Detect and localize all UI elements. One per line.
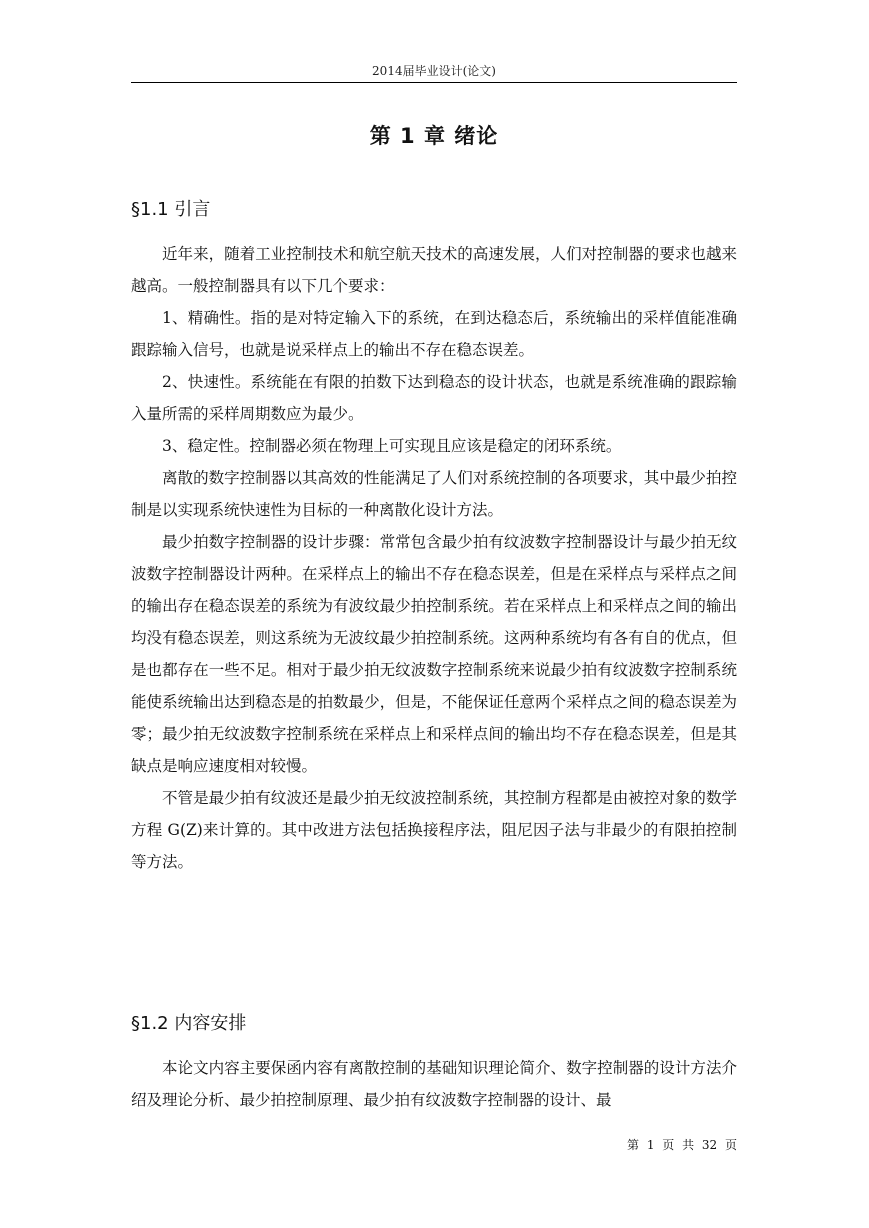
paragraph: 不管是最少拍有纹波还是最少拍无纹波控制系统，其控制方程都是由被控对象的数学方程 G(Z)来计算的。其中改进方法包括换接程序法，阻尼因子法与非最少的有限拍控制等方法。 [131,789,737,871]
header-rule [131,82,737,83]
paragraph: 1、精确性。指的是对特定输入下的系统，在到达稳态后，系统输出的采样值能准确跟踪输入信号，也就是说采样点上的输出不存在稳态误差。 [131,309,737,359]
page-number-footer: 第 1 页 共 32 页 [627,1138,737,1152]
paragraph: 本论文内容主要保函内容有离散控制的基础知识理论简介、数字控制器的设计方法介绍及理论分析、最少拍控制原理、最少拍有纹波数字控制器的设计、最 [131,1059,737,1109]
section-heading-1-1: §1.1 引言 [131,199,211,220]
paragraph: 2、快速性。系统能在有限的拍数下达到稳态的设计状态，也就是系统准确的跟踪输入量所需的采样周期数应为最少。 [131,373,737,423]
paragraph: 3、稳定性。控制器必须在物理上可实现且应该是稳定的闭环系统。 [162,437,622,455]
chapter-title: 第 1 章 绪论 [369,124,499,148]
running-header: 2014届毕业设计(论文) [372,64,496,78]
paragraph: 离散的数字控制器以其高效的性能满足了人们对系统控制的各项要求，其中最少拍控制是以实现系统快速性为目标的一种离散化设计方法。 [131,469,737,519]
section-1-1-body [131,238,737,878]
section-1-2-body [131,1052,737,1116]
paragraph: 近年来，随着工业控制技术和航空航天技术的高速发展，人们对控制器的要求也越来越高。一般控制器具有以下几个要求： [131,245,737,295]
paragraph: 最少拍数字控制器的设计步骤：常常包含最少拍有纹波数字控制器设计与最少拍无纹波数字控制器设计两种。在采样点上的输出不存在稳态误差，但是在采样点与采样点之间的输出存在稳态误差的系统为有波纹最少拍控制系统。若在采样点上和采样点之间的输出均没有稳态误差，则这系统为无波纹最少拍控制系统。这两种系统均有各有自的优点，但是也都存在一些不足。相对于最少拍无纹波数字控制系统来说最少拍有纹波数字控制系统能使系统输出达到稳态是的拍数最少，但是，不能保证任意两个采样点之间的稳态误差为零；最少拍无纹波数字控制系统在采样点上和采样点间的输出均不存在稳态误差，但是其缺点是响应速度相对较慢。 [131,533,737,775]
section-heading-1-2: §1.2 内容安排 [131,1013,247,1034]
